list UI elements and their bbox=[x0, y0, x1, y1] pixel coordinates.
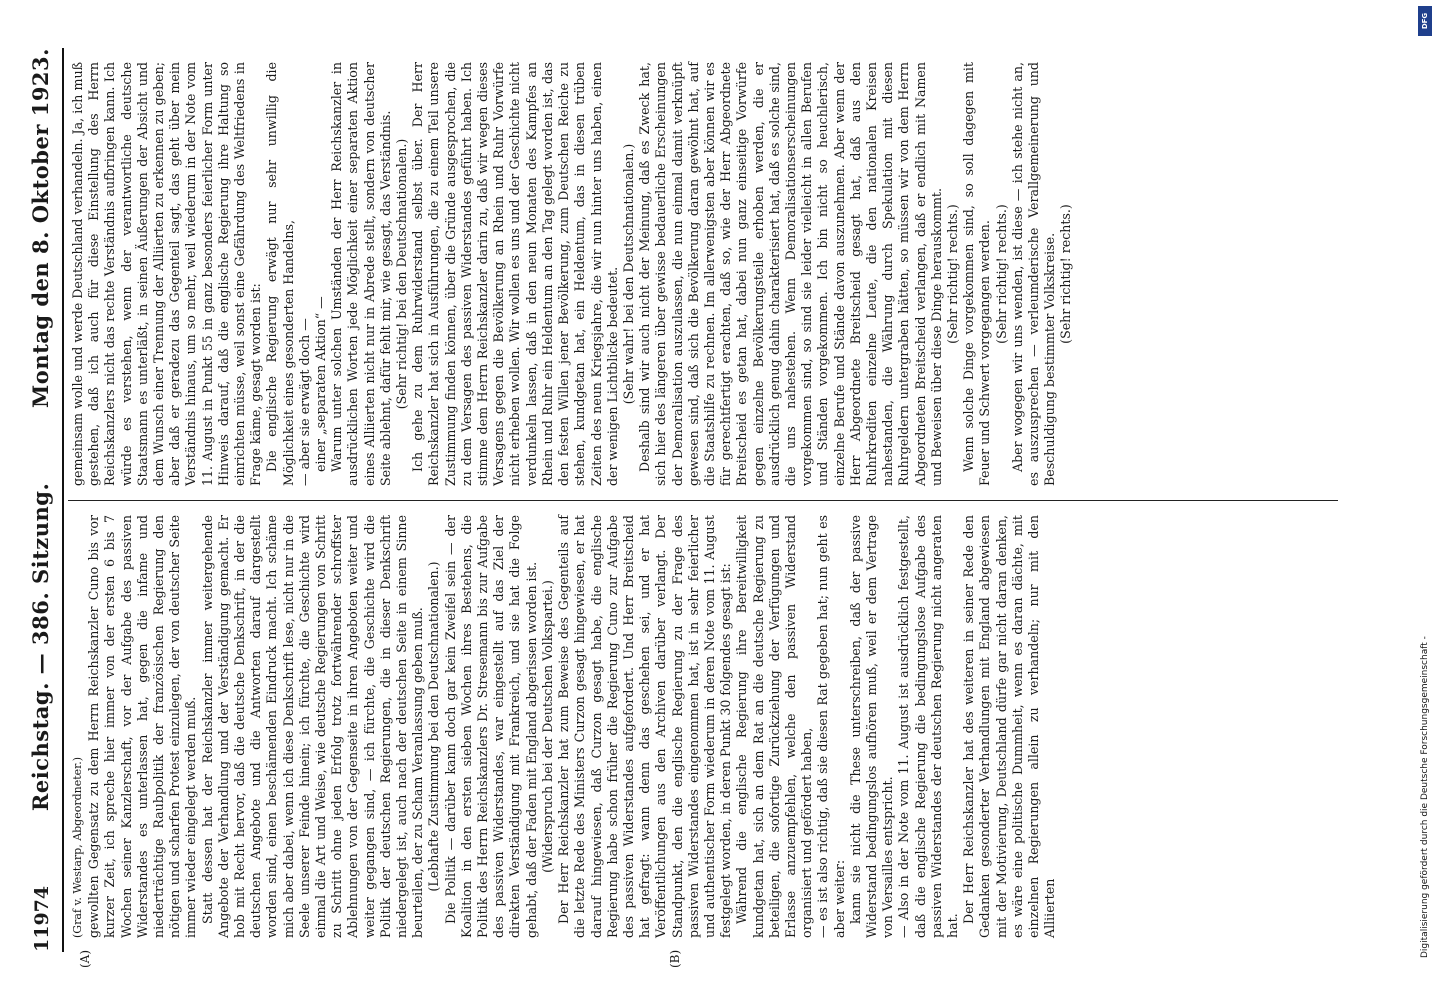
paragraph: Warum unter solchen Umständen der Herr Reichskanzler in ausdrücklichen Worten jede Möglichkeit einer separaten Aktion eines Alliierten nicht nur in Abrede stellt, sondern von deutscher Seite ablehnt, dafür fehlt mir, wie gesagt, das Verständnis. bbox=[329, 62, 393, 486]
interjection: (Sehr wahr! bei den Deutschnationalen.) bbox=[620, 143, 636, 405]
right-column bbox=[68, 48, 1338, 500]
page-header bbox=[28, 48, 64, 952]
interjection: (Sehr richtig! rechts.) bbox=[993, 204, 1009, 344]
funding-notice-text: Digitalisierung gefördert durch die Deutsche Forschungsgemeinschaft - bbox=[1420, 636, 1430, 958]
funding-notice-strip bbox=[1416, 0, 1434, 1000]
paragraph: — Also in der Note vom 11. August ist ausdrücklich festgestellt, daß die englische Regierung die bedingungslose Aufgabe des passiven Widerstandes der deutschen Regierung nicht angeraten hat. bbox=[896, 515, 960, 938]
quotation: kann sie nicht die These unterschreiben, daß der passive Widerstand bedingungslos aufhören muß, weil er dem Vertrage von Versailles entspricht. bbox=[847, 515, 896, 938]
session-title: Reichstag. — 386. Sitzung. bbox=[28, 482, 53, 812]
interjection: (Sehr richtig! bei den Deutschnationalen.) bbox=[394, 138, 410, 410]
paragraph: Wenn solche Dinge vorgekommen sind, so soll dagegen mit Feuer und Schwert vorgegangen werden. bbox=[961, 62, 993, 486]
paragraph: — aber sie erwägt doch — bbox=[296, 318, 312, 486]
paragraph: Deshalb sind wir auch nicht der Meinung, daß es Zweck hat, sich hier des längeren über gewisse bedauerliche Erscheinungen der Demoralisation auszulassen, die nun einmal damit verknüpft gewesen sind, daß sich die Bevölkerung daran gewöhnt hat, auf die Staatshilfe zu rechnen. Im allerwenigsten aber können wir es für gerechtfertigt erachten, daß so, wie der Herr Abgeordnete Breitscheid es getan hat, dabei nun ganz einseitige Vorwürfe gegen einzelne Bevölkerungsteile erhoben werden, die er ausdrücklich genug dahin charakterisiert hat, daß es solche sind, die uns nahestehen. Wenn Demoralisationserscheinungen vorgekommen sind, so sind sie leider vielleicht in allen Berufen und Ständen vorgekommen. Ich bin nicht so heuchlerisch, einzelne Berufe und Stände davon auszunehmen. Aber wenn der Herr Abgeordnete Breitscheid gesagt hat, daß aus den Ruhrkrediten einzelne Leute, die den nationalen Kreisen nahestanden, die Währung durch Spekulation mit diesen Ruhrgeldern untergraben hätten, so müssen wir von dem Herrn Abgeordneten Breitscheid verlangen, daß er endlich mit Namen und Beweisen über diese Dinge herauskommt. bbox=[637, 62, 944, 486]
quotation: einer „separaten Aktion“ — bbox=[313, 296, 329, 472]
speaker-line: (Graf v. Westarp, Abgeordneter.) bbox=[71, 756, 84, 938]
interjection: (Widerspruch bei der Deutschen Volkspartei.) bbox=[539, 580, 555, 873]
paragraph: Der Herr Reichskanzler hat zum Beweise des Gegenteils auf die letzte Rede des Ministers Curzon gesagt hingewiesen, er hat darauf hingewiesen, daß Curzon gesagt habe, die englische Regierung habe schon früher die Regierung Cuno zur Aufgabe des passiven Widerstandes aufgefordert. Und Herr Breitscheid hat gefragt: wann denn das geschehen sei, und er hat Veröffentlichungen aus den Archiven darüber verlangt. Der Standpunkt, den die englische Regierung zu der Frage des passiven Widerstandes eingenommen hat, ist in sehr feierlicher und authentischer Form wiederum in deren Note vom 11. August festgelegt worden, in deren Punkt 30 folgendes gesagt ist: bbox=[556, 515, 734, 938]
paragraph: Aber wogegen wir uns wenden, ist diese — ich stehe nicht an, es auszusprechen — verleumderische Verallgemeinerung und Beschuldigung bestimmter Volkskreise. bbox=[1009, 62, 1058, 486]
paragraph: gemeinsam wolle und werde Deutschland verhandeln. Ja, ich muß gestehen, daß ich auch für diese Einstellung des Herrn Reichskanzlers nicht das rechte Verständnis aufbringen kann. Ich würde es verstehen, wenn der verantwortliche deutsche Staatsmann es unterläßt, in seinen Äußerungen der Absicht und dem Wunsch einer Trennung der Alliierten zu erkennen zu geben; aber daß er geradezu das Gegenteil sagt, das geht über mein Verständnis hinaus, um so mehr, weil wiederum in der Note vom 11. August in Punkt 55 in ganz besonders feierlicher Form unter Hinweis darauf, daß die englische Regierung ihre Haltung so einrichten müsse, weil sonst eine Gefährdung des Weltfriedens in Frage käme, gesagt worden ist: bbox=[70, 62, 264, 486]
session-date: Montag den 8. Oktober 1923. bbox=[28, 48, 53, 408]
interjection: (Lebhafte Zustimmung bei den Deutschnationalen.) bbox=[426, 561, 442, 892]
dfg-logo: DFG bbox=[1418, 6, 1432, 36]
paragraph: Statt dessen hat der Reichskanzler immer weitergehende Angebote der Verhandlung und der Verständigung gemacht. Er hob mit Recht hervor, daß die deutsche Denkschrift, in der die deutschen Angebote und die Antworten darauf dargestellt worden sind, einen beschämenden Eindruck macht. Ich schäme mich aber dabei, wenn ich diese Denkschrift lese, nicht nur in die Seele unserer Feinde hinein; ich fürchte, die Geschichte wird einmal die Art und Weise, wie deutsche Regierungen von Schritt zu Schritt ohne jeden Erfolg trotz fortwährender schroffster Ablehnungen von der Gegenseite in ihren Angeboten weiter und weiter gegangen sind, — ich fürchte, die Geschichte wird die Politik der deutschen Regierungen, die in dieser Denkschrift niedergelegt ist, auch nach der deutschen Seite in einem Sinne beurteilen, der zu Scham Veranlassung geben muß. bbox=[199, 515, 426, 938]
margin-marker-a: (A) bbox=[78, 949, 92, 968]
margin-marker-b: (B) bbox=[668, 949, 682, 968]
quotation: Die englische Regierung erwägt nur sehr unwillig die Möglichkeit eines gesonderten Handelns, bbox=[264, 62, 296, 486]
paragraph: gewollten Gegensatz zu dem Herrn Reichskanzler Cuno bis vor kurzer Zeit, ich spreche hier immer von der ersten 6 bis 7 Wochen seiner Kanzlerschaft, vor der Aufgabe des passiven Widerstandes es unterlassen hat, gegen die infame und niederträchtige Raubpolitik der französischen Regierung den nötigen und scharfen Protest einzulegen, der von deutscher Seite immer wieder eingelegt werden muß. bbox=[86, 515, 199, 938]
left-column bbox=[68, 500, 1338, 952]
rotated-page bbox=[20, 30, 1350, 970]
paragraph: Die Politik — darüber kann doch gar kein Zweifel sein — der Koalition in den ersten sieben Wochen ihres Bestehens, die Politik des Herrn Reichskanzlers Dr. Stresemann bis zur Aufgabe des passiven Widerstandes, war eingestellt auf das Ziel der direkten Verständigung mit Frankreich, und sie hat die Folge gehabt, daß der Faden mit England abgerissen worden ist. bbox=[442, 515, 539, 938]
paragraph: Ich gehe zu dem Ruhrwiderstand selbst über. Der Herr Reichskanzler hat sich in Ausführungen, die zu einem Teil unsere Zustimmung finden können, über die Gründe ausgesprochen, die zu dem Versagen des passiven Widerstandes geführt haben. Ich stimme dem Herrn Reichskanzler darin zu, daß wir wegen dieses Versagens gegen die Bevölkerung an Rhein und Ruhr Vorwürfe nicht erheben wollen. Wir wollen es uns und der Geschichte nicht verdunkeln lassen, daß in den neun Monaten des Kampfes an Rhein und Ruhr ein Heldentum an den Tag gelegt worden ist, das den festen Willen jener Bevölkerung, zum Deutschen Reiche zu stehen, kundgetan hat, ein Heldentum, das in diesen trüben Zeiten des neun Kriegsjahre, die wir nun hinter uns haben, einen der wenigen Lichtblicke bedeutet. bbox=[410, 62, 620, 486]
paragraph: Der Herr Reichskanzler hat des weiteren in seiner Rede den Gedanken gesonderter Verhandlungen mit England abgewiesen mit der Motivierung, Deutschland dürfe gar nicht daran denken, es wäre eine politische Dummheit, wenn es daran dächte, mit einzelnen Regierungen allein zu verhandeln; nur mit den Alliierten bbox=[961, 515, 1058, 938]
quotation: Während die englische Regierung ihre Bereitwilligkeit kundgetan hat, sich an dem Rat an die deutsche Regierung zu beteiligen, die sofortige Zurückziehung der Verfügungen und Erlasse anzuempfehlen, welche den passiven Widerstand organisiert und gefördert haben, bbox=[734, 515, 815, 938]
interjection: (Sehr richtig! rechts.) bbox=[1058, 204, 1074, 344]
page-number: 11974 bbox=[31, 885, 53, 952]
text-columns bbox=[68, 48, 1338, 968]
interjection: (Sehr richtig! rechts.) bbox=[944, 204, 960, 344]
paragraph: — es ist also richtig, daß sie diesen Rat gegeben hat; nun geht es aber weiter: bbox=[815, 515, 847, 938]
